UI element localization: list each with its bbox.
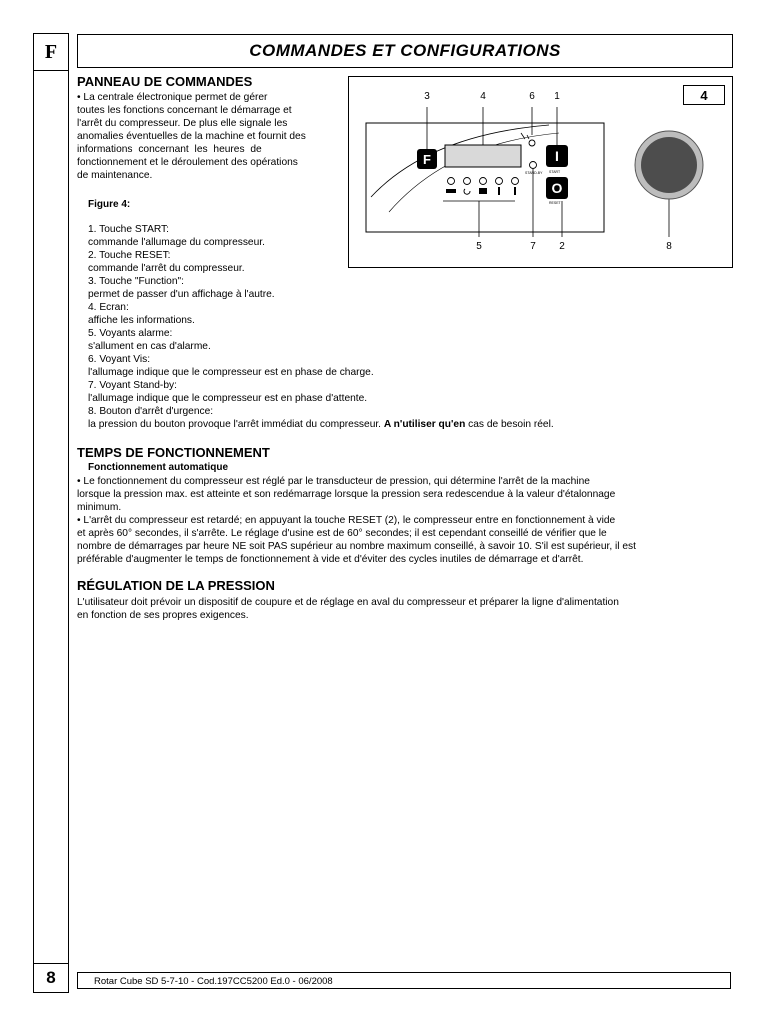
reset-key-label: O [551, 180, 563, 196]
text-line: en fonction de ses propres exigences. [77, 610, 249, 621]
standby-caption: STAND-BY [525, 171, 543, 175]
filter-alarm-icon [479, 188, 487, 194]
list-item-last [88, 418, 728, 431]
text-line: lorsque la pression max. est atteinte et son redémarrage lorsque la pression sera redescendue à la valeur d'étalonnage [77, 489, 616, 500]
section-heading-temps: TEMPS DE FONCTIONNEMENT [77, 445, 270, 460]
start-caption: START [549, 170, 561, 174]
text-line: et après 60° secondes, il s'arrête. Le réglage d'usine est de 60° secondes; il est cependant conseillé de vérifier que le [77, 528, 607, 539]
page-title: COMMANDES ET CONFIGURATIONS [77, 34, 733, 68]
section2-paragraph [77, 475, 731, 566]
figure-number: 4 [683, 85, 725, 105]
text-line: L'utilisateur doit prévoir un dispositif de coupure et de réglage en aval du compresseur et préparer la ligne d'alimentation [77, 597, 619, 608]
list-item: 8. Bouton d'arrêt d'urgence: [88, 406, 214, 417]
standby-led [530, 162, 537, 169]
vis-led [529, 140, 535, 146]
list-item: 2. Touche RESET: [88, 250, 171, 261]
callout-3: 3 [424, 91, 430, 102]
text-line: • Le fonctionnement du compresseur est réglé par le transducteur de pression, qui détermine l'arrêt de la machine [77, 476, 590, 487]
reset-caption: RESET [549, 201, 561, 205]
alarm-led [512, 178, 519, 185]
language-letter: F [34, 34, 68, 71]
text-line: • L'arrêt du compresseur est retardé; en appuyant la touche RESET (2), le compresseur entre en fonctionnement à vide [77, 515, 616, 526]
intro-line: anomalies éventuelles de la machine et fournit des [77, 131, 306, 142]
list-item: 7. Voyant Stand-by: [88, 380, 177, 391]
last-line-pre: la pression du bouton provoque l'arrêt immédiat du compresseur. [88, 419, 384, 430]
list-item: commande l'allumage du compresseur. [88, 237, 265, 248]
callout-4: 4 [480, 91, 486, 102]
list-item: 1. Touche START: [88, 224, 169, 235]
function-key-label: F [423, 152, 431, 167]
temperature-alarm-icon [498, 187, 500, 195]
last-line-bold: A n'utiliser qu'en [383, 419, 466, 430]
pressure-alarm-icon [514, 187, 516, 195]
text-line: nombre de démarrages par heure NE soit PAS supérieur au nombre maximum conseillé, à savoir 10. S'il est supérieur, il est [77, 541, 636, 552]
list-item: 3. Touche "Function": [88, 276, 184, 287]
list-item: s'allument en cas d'alarme. [88, 341, 211, 352]
figure-label: Figure 4: [88, 199, 131, 210]
display-screen [445, 145, 521, 167]
section-heading-regulation: RÉGULATION DE LA PRESSION [77, 578, 275, 593]
callout-8: 8 [666, 241, 672, 252]
list-item: l'allumage indique que le compresseur est en phase d'attente. [88, 393, 368, 404]
start-key-label: I [555, 148, 559, 164]
side-column [33, 33, 69, 993]
intro-line: informations concernant les heures de [77, 144, 262, 155]
intro-line: • La centrale électronique permet de gérer [77, 92, 268, 103]
emergency-knob [641, 137, 697, 193]
callout-7: 7 [530, 241, 536, 252]
list-item: 4. Ecran: [88, 302, 129, 313]
intro-line: l'arrêt du compresseur. De plus elle signale les [77, 118, 288, 129]
callout-5: 5 [476, 241, 482, 252]
list-item: permet de passer d'un affichage à l'autre. [88, 289, 275, 300]
callout-1: 1 [554, 91, 560, 102]
text-line: préférable d'augmenter le temps de fonctionnement à vide et d'éviter des cycles inutiles de démarrage et d'arrêt. [77, 554, 584, 565]
section3-paragraph [77, 596, 731, 622]
section-heading-panneau: PANNEAU DE COMMANDES [77, 74, 253, 89]
section-subheading: Fonctionnement automatique [88, 462, 228, 473]
alarm-led [480, 178, 487, 185]
list-item: commande l'arrêt du compresseur. [88, 263, 245, 274]
alarm-led [448, 178, 455, 185]
figure-4 [348, 76, 733, 268]
alarm-led [464, 178, 471, 185]
intro-paragraph [77, 91, 341, 182]
panel-outline [366, 123, 604, 232]
intro-line: de maintenance. [77, 170, 153, 181]
text-line: minimum. [77, 502, 122, 513]
list-item: l'allumage indique que le compresseur est en phase de charge. [88, 367, 374, 378]
footer: Rotar Cube SD 5-7-10 - Cod.197CC5200 Ed.0 - 06/2008 [77, 972, 731, 989]
list-item: 5. Voyants alarme: [88, 328, 173, 339]
callout-2: 2 [559, 241, 565, 252]
motor-alarm-icon [446, 189, 456, 193]
alarm-led [496, 178, 503, 185]
list-item: affiche les informations. [88, 315, 195, 326]
last-line-post: cas de besoin réel. [465, 419, 554, 430]
page-number: 8 [34, 963, 68, 992]
callout-6: 6 [529, 91, 535, 102]
list-item: 6. Voyant Vis: [88, 354, 151, 365]
intro-line: fonctionnement et le déroulement des opérations [77, 157, 298, 168]
intro-line: toutes les fonctions concernant le démarrage et [77, 105, 292, 116]
